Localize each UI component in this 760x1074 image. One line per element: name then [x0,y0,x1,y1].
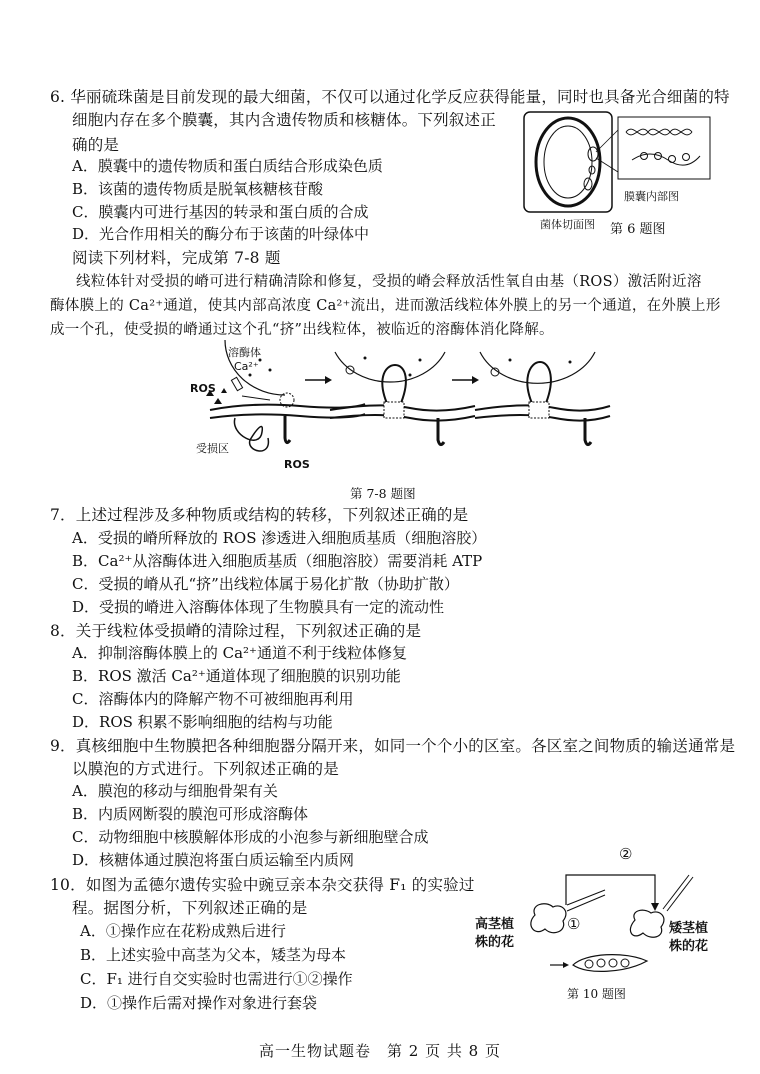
short-plant-flower [630,910,664,937]
q7-option-c: C．受损的嵴从孔“挤”出线粒体属于易化扩散（协助扩散） [72,575,459,593]
q6-figure [522,112,712,237]
ca-dot-5 [419,359,422,362]
sac-inner-frame [618,117,710,179]
lysosome-membrane-3 [480,352,595,383]
tall-plant-flower [531,904,566,933]
q10-fig-tall-line1: 高茎植 [475,917,515,932]
crista-2 [438,418,444,445]
q7-option-b: B．Ca²⁺从溶酶体进入细胞质基质（细胞溶胶）需要消耗 ATP [72,552,483,570]
ca-dot-7 [509,359,512,362]
crista-1 [285,416,290,443]
q10-fig-short-line2: 株的花 [669,939,709,954]
q9-option-a: A．膜泡的移动与细胞骨架有关 [72,782,278,800]
q9-option-b: B．内质网断裂的膜泡可形成溶酶体 [72,805,309,823]
q6-fig-label-inner: 膜囊内部图 [624,190,679,203]
pollination-arrowhead [651,903,659,911]
q7-option-d: D．受损的嵴进入溶酶体体现了生物膜具有一定的流动性 [72,598,445,616]
damaged-crista [234,418,268,451]
fig-label-ros-bottom: ROS [284,458,310,471]
q10-option-b: B．上述实验中高茎为父本，矮茎为母本 [80,946,347,964]
q10-option-a: A．①操作应在花粉成熟后进行 [80,922,286,940]
ca-dot-6 [409,374,412,377]
q8-option-d: D．ROS 积累不影响细胞的结构与功能 [72,713,333,731]
q6-option-a: A．膜囊中的遗传物质和蛋白质结合形成染色质 [72,157,383,175]
tweezers-right-b [667,877,693,911]
membrane-sac-2 [584,178,592,190]
q6-option-b: B．该菌的遗传物质是脱氧核糖核苷酸 [72,180,324,198]
material-paragraph-line3: 成一个孔，使受损的嵴通过这个孔“挤”出线粒体，被临近的溶酶体消化降解。 [50,322,554,338]
ribosome-3 [669,156,676,163]
q6-option-d: D．光合作用相关的酶分布于该菌的叶绿体中 [72,225,370,243]
q9-stem-line1: 9．真核细胞中生物膜把各种细胞器分隔开来，如同一个个小的区室。各区室之间物质的输送通常是 [50,737,736,755]
q8-stem: 8．关于线粒体受损嵴的清除过程，下列叙述正确的是 [50,622,422,640]
q10-option-d: D．①操作后需对操作对象进行套袋 [80,994,318,1012]
crista-3 [585,418,591,445]
q7-option-a: A．受损的嵴所释放的 ROS 渗透进入细胞质基质（细胞溶胶） [72,529,487,547]
tweezers-right-a [663,875,689,909]
fig-label-ca: Ca²⁺ [234,360,259,373]
dna-strand-b [626,129,692,135]
q9-option-c: C．动物细胞中核膜解体形成的小泡参与新细胞壁合成 [72,828,429,846]
q6-option-c: C．膜囊内可进行基因的转录和蛋白质的合成 [72,203,369,221]
q6-fig-caption: 第 6 题图 [610,222,666,237]
ca-dot-8 [569,361,572,364]
q6-fig-label-section: 菌体切面图 [540,218,595,231]
zoom-line-top [596,130,618,152]
q8-option-c: C．溶酶体内的降解产物不可被细胞再利用 [72,690,354,708]
material-intro: 阅读下列材料，完成第 7-8 题 [72,249,281,267]
q9-stem-line2: 以膜泡的方式进行。下列叙述正确的是 [72,760,339,778]
q6-stem-line2: 细胞内存在多个膜囊，其内含遗传物质和核糖体。下列叙述正 [72,111,496,129]
q10-fig-short-line1: 矮茎植 [669,921,709,936]
ribosome-1 [641,153,648,160]
ca-dot-3 [249,374,252,377]
fig-label-damaged-zone: 受损区 [196,442,229,455]
fig-label-ros-top: ROS [190,382,216,395]
ca-channel-1 [231,377,242,390]
q8-option-a: A．抑制溶酶体膜上的 Ca²⁺通道不利于线粒体修复 [72,644,407,662]
membrane-sac-1 [588,147,598,161]
q6-stem-line1: 6. 华丽硫珠菌是目前发现的最大细菌，不仅可以通过化学反应获得能量，同时也具备光合细菌的特 [50,88,730,106]
q10-fig-step2: ② [619,845,633,863]
f1-arrowhead [563,962,569,968]
q8-option-b: B．ROS 激活 Ca²⁺通道体现了细胞膜的识别功能 [72,667,401,685]
q10-figure [475,845,715,1015]
q7-stem: 7．上述过程涉及多种物质或结构的转移，下列叙述正确的是 [50,506,469,524]
q10-fig-tall-line2: 株的花 [475,935,515,950]
q10-stem-line2: 程。据图分析，下列叙述正确的是 [72,899,308,917]
material-paragraph-line2: 酶体膜上的 Ca²⁺通道，使其内部高浓度 Ca²⁺流出，进而激活线粒体外膜上的另一个通道，在外膜上形 [50,298,721,314]
page-footer: 高一生物试题卷 第 2 页 共 8 页 [259,1042,501,1060]
bacterium-outer-wall [536,118,600,206]
pore-3 [529,402,549,418]
ros-particle-2 [214,398,222,404]
flow-arrow-1 [242,396,270,400]
ca-dot-2 [269,369,272,372]
ca-dot-4 [364,357,367,360]
q10-stem-line1: 10．如图为孟德尔遗传实验中豌豆亲本杂交获得 F₁ 的实验过 [50,876,475,894]
pore-2 [384,402,404,418]
step-arrowhead-1 [325,376,332,384]
q10-option-c: C．F₁ 进行自交实验时也需进行①②操作 [80,970,353,988]
pea-pod [573,955,647,972]
q7-8-fig-caption: 第 7-8 题图 [350,486,416,501]
fig-label-lysosome: 溶酶体 [228,346,261,359]
ribosome-4 [683,154,690,161]
ros-particle-3 [221,388,227,393]
material-paragraph-line1: 线粒体针对受损的嵴可进行精确清除和修复，受损的嵴会释放活性氧自由基（ROS）激活附近溶 [76,274,702,290]
step-arrowhead-2 [472,376,479,384]
q10-fig-step1: ① [567,915,581,933]
q9-option-d: D．核糖体通过膜泡将蛋白质运输至内质网 [72,851,355,869]
q7-8-figure [190,340,610,480]
q10-fig-caption: 第 10 题图 [567,987,626,1001]
pollination-bracket [566,875,655,907]
q6-stem-line3: 确的是 [72,136,120,154]
